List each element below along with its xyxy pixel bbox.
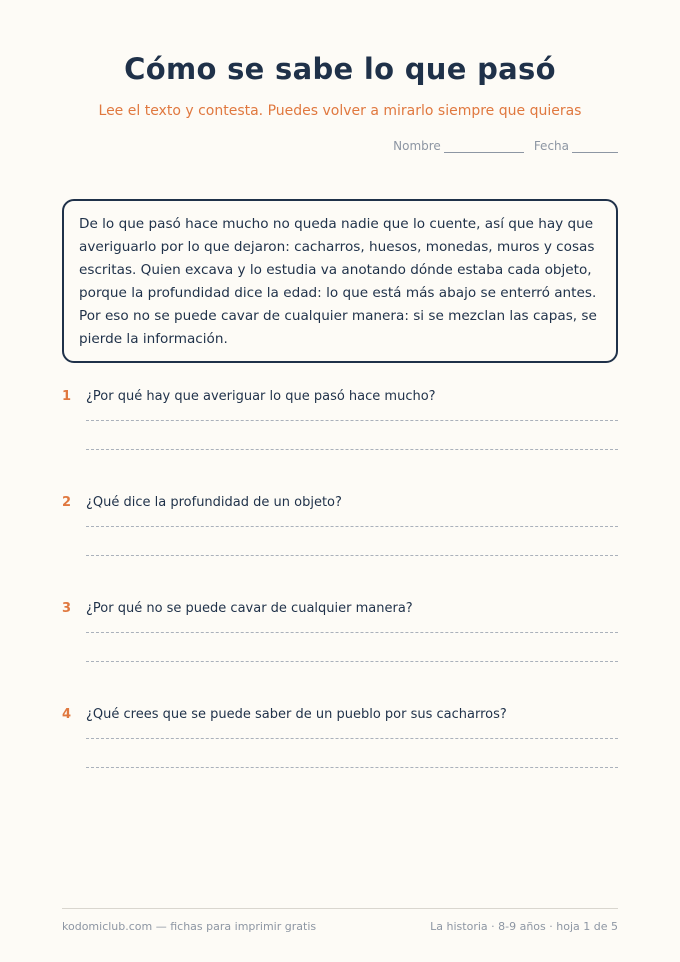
answer-line: [86, 449, 618, 450]
question-text: ¿Por qué no se puede cavar de cualquier manera?: [86, 601, 413, 616]
name-date-fields: [393, 139, 618, 153]
answer-line: [86, 555, 618, 556]
answer-line: [86, 632, 618, 633]
question-2: [62, 495, 618, 510]
footer-site-credit: kodomiclub.com — fichas para imprimir gratis: [62, 920, 317, 933]
question-text: ¿Por qué hay que averiguar lo que pasó hace mucho?: [86, 389, 436, 404]
answer-line: [86, 738, 618, 739]
question-1: [62, 389, 618, 404]
answer-line: [86, 420, 618, 421]
date-field: [534, 139, 618, 153]
footer-page-info: La historia · 8-9 años · hoja 1 de 5: [430, 920, 618, 933]
question-text: ¿Qué dice la profundidad de un objeto?: [86, 495, 342, 510]
reading-text-box: De lo que pasó hace mucho no queda nadie que lo cuente, así que hay que averiguarlo por lo que dejaron: cacharros, huesos, monedas, muros y cosas escritas. Quien excava y lo estudia va anotando dónde estaba cada objeto, porque la profundidad dice la edad: lo que está más abajo se enterró antes. Por eso no se puede cavar de cualquier manera: si se mezclan las capas, se pierde la información.: [62, 199, 618, 363]
name-field: [393, 139, 524, 153]
question-number: 4: [62, 707, 72, 722]
question-3: [62, 601, 618, 616]
name-blank-line: [444, 140, 524, 153]
question-text: ¿Qué crees que se puede saber de un pueblo por sus cacharros?: [86, 707, 507, 722]
date-blank-line: [572, 140, 618, 153]
name-label: Nombre: [393, 139, 441, 153]
question-number: 2: [62, 495, 72, 510]
question-number: 3: [62, 601, 72, 616]
page-title: Cómo se sabe lo que pasó: [124, 52, 556, 86]
question-4: [62, 707, 618, 722]
footer-divider: [62, 908, 618, 909]
date-label: Fecha: [533, 139, 569, 153]
answer-line: [86, 526, 618, 527]
instructions-subtitle: Lee el texto y contesta. Puedes volver a mirarlo siempre que quieras: [98, 103, 582, 119]
question-number: 1: [62, 389, 72, 404]
answer-line: [86, 767, 618, 768]
answer-line: [86, 661, 618, 662]
